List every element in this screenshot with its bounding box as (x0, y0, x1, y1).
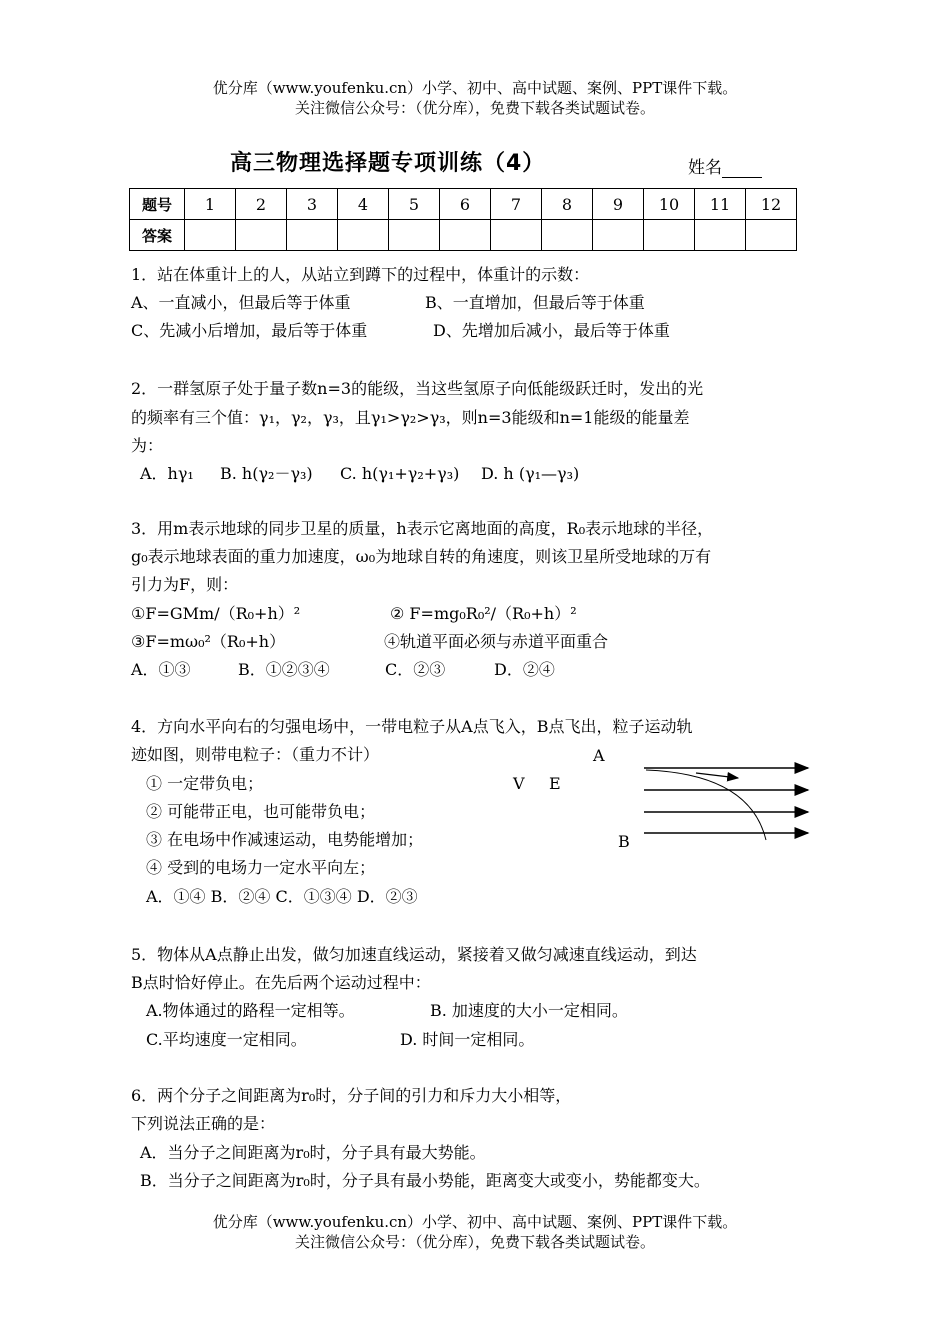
q3-statement-3: ③F=mω₀²（R₀+h） (131, 632, 286, 651)
q2-option-a: A．hγ₁ (140, 464, 194, 483)
q1-option-c: C、先减小后增加，最后等于体重 (131, 321, 368, 340)
q5-option-c: C.平均速度一定相同。 (146, 1030, 307, 1049)
q3-statement-1: ①F=GMm/（R₀+h）² (131, 604, 301, 623)
header-line-1: 优分库（www.youfenku.cn）小学、初中、高中试题、案例、PPT课件下载。 (212, 79, 738, 97)
q2-option-b: B. h(γ₂－γ₃) (220, 464, 313, 483)
answer-cell[interactable] (491, 220, 542, 251)
q4-statement-3: ③ 在电场中作减速运动，电势能增加； (146, 830, 424, 849)
figure-label-b: B (618, 832, 630, 851)
answer-cell[interactable] (236, 220, 287, 251)
q3-option-a: A．①③ (131, 660, 191, 679)
q6-stem-2: 下列说法正确的是： (131, 1114, 276, 1133)
q2-stem-3: 为： (131, 436, 164, 455)
name-blank (722, 161, 762, 178)
question-number: 3 (287, 189, 338, 220)
q5-option-b: B. 加速度的大小一定相同。 (430, 1001, 628, 1020)
question-number: 7 (491, 189, 542, 220)
q6-stem-1: 6．两个分子之间距离为r₀时，分子间的引力和斥力大小相等， (131, 1086, 572, 1105)
q2-option-d: D. h (γ₁—γ₃) (481, 464, 580, 483)
q3-option-d: D．②④ (494, 660, 555, 679)
question-number: 4 (338, 189, 389, 220)
q3-statement-2: ② F=mg₀R₀²/（R₀+h）² (390, 604, 577, 623)
row-label-answer: 答案 (130, 220, 185, 251)
q4-statement-2: ② 可能带正电，也可能带负电； (146, 802, 376, 821)
q4-statement-1: ① 一定带负电； (146, 774, 264, 793)
question-number: 10 (644, 189, 695, 220)
question-number: 5 (389, 189, 440, 220)
q3-stem-2: g₀表示地球表面的重力加速度，ω₀为地球自转的角速度，则该卫星所受地球的万有 (131, 547, 712, 566)
answer-cell[interactable] (389, 220, 440, 251)
row-label-number: 题号 (130, 189, 185, 220)
answer-cell[interactable] (338, 220, 389, 251)
q6-option-b: B．当分子之间距离为r₀时，分子具有最小势能，距离变大或变小，势能都变大。 (140, 1171, 710, 1190)
answer-cell[interactable] (746, 220, 797, 251)
q3-statement-4: ④轨道平面必须与赤道平面重合 (384, 632, 609, 651)
q5-option-a: A.物体通过的路程一定相等。 (146, 1001, 355, 1020)
footer-line-1: 优分库（www.youfenku.cn）小学、初中、高中试题、案例、PPT课件下载。 (212, 1213, 738, 1231)
figure-label-v: V (513, 774, 525, 793)
particle-trajectory (646, 770, 766, 840)
table-row (130, 220, 797, 251)
electric-field-figure (630, 758, 820, 843)
name-label: 姓名 (688, 158, 722, 178)
figure-label-a: A (593, 746, 605, 765)
q2-stem-2: 的频率有三个值：γ₁，γ₂，γ₃，且γ₁>γ₂>γ₃，则n=3能级和n=1能级的能量差 (131, 408, 690, 427)
q3-option-c: C．②③ (385, 660, 446, 679)
question-number: 11 (695, 189, 746, 220)
q3-stem-1: 3．用m表示地球的同步卫星的质量，h表示它离地面的高度，R₀表示地球的半径， (131, 519, 714, 538)
question-number: 1 (185, 189, 236, 220)
table-row (130, 189, 797, 220)
answer-cell[interactable] (185, 220, 236, 251)
q4-stem-1: 4．方向水平向右的匀强电场中，一带电粒子从A点飞入，B点飞出，粒子运动轨 (131, 717, 693, 736)
question-number: 9 (593, 189, 644, 220)
q1-option-b: B、一直增加，但最后等于体重 (425, 293, 645, 312)
q4-statement-4: ④ 受到的电场力一定水平向左； (146, 858, 376, 877)
q2-option-c: C. h(γ₁+γ₂+γ₃) (340, 464, 460, 483)
answer-table (129, 188, 797, 251)
q5-stem-2: B点时恰好停止。在先后两个运动过程中： (131, 973, 431, 992)
answer-cell[interactable] (593, 220, 644, 251)
answer-cell[interactable] (440, 220, 491, 251)
page-title: 高三物理选择题专项训练（4） (230, 151, 546, 176)
q1-stem: 1．站在体重计上的人，从站立到蹲下的过程中，体重计的示数： (131, 265, 590, 284)
q3-stem-3: 引力为F，则： (131, 575, 239, 594)
figure-label-e: E (549, 774, 561, 793)
velocity-arrow (696, 773, 738, 778)
q4-stem-2: 迹如图，则带电粒子：（重力不计） (131, 745, 380, 764)
q5-stem-1: 5．物体从A点静止出发，做匀加速直线运动，紧接着又做匀减速直线运动，到达 (131, 945, 697, 964)
question-number: 6 (440, 189, 491, 220)
answer-cell[interactable] (542, 220, 593, 251)
q3-option-b: B．①②③④ (238, 660, 330, 679)
header-line-2: 关注微信公众号：（优分库），免费下载各类试题试卷。 (294, 99, 655, 117)
name-field (688, 153, 762, 178)
answer-cell[interactable] (695, 220, 746, 251)
q1-option-d: D、先增加后减小，最后等于体重 (433, 321, 670, 340)
q5-option-d: D. 时间一定相同。 (400, 1030, 535, 1049)
q4-options: A．①④ B．②④ C．①③④ D．②③ (146, 887, 418, 906)
question-number: 8 (542, 189, 593, 220)
q1-option-a: A、一直减小，但最后等于体重 (131, 293, 351, 312)
answer-cell[interactable] (644, 220, 695, 251)
question-number: 12 (746, 189, 797, 220)
answer-cell[interactable] (287, 220, 338, 251)
q6-option-a: A．当分子之间距离为r₀时，分子具有最大势能。 (140, 1143, 486, 1162)
footer-line-2: 关注微信公众号：（优分库），免费下载各类试题试卷。 (294, 1233, 655, 1251)
q2-stem-1: 2．一群氢原子处于量子数n=3的能级，当这些氢原子向低能级跃迁时，发出的光 (131, 379, 704, 398)
question-number: 2 (236, 189, 287, 220)
